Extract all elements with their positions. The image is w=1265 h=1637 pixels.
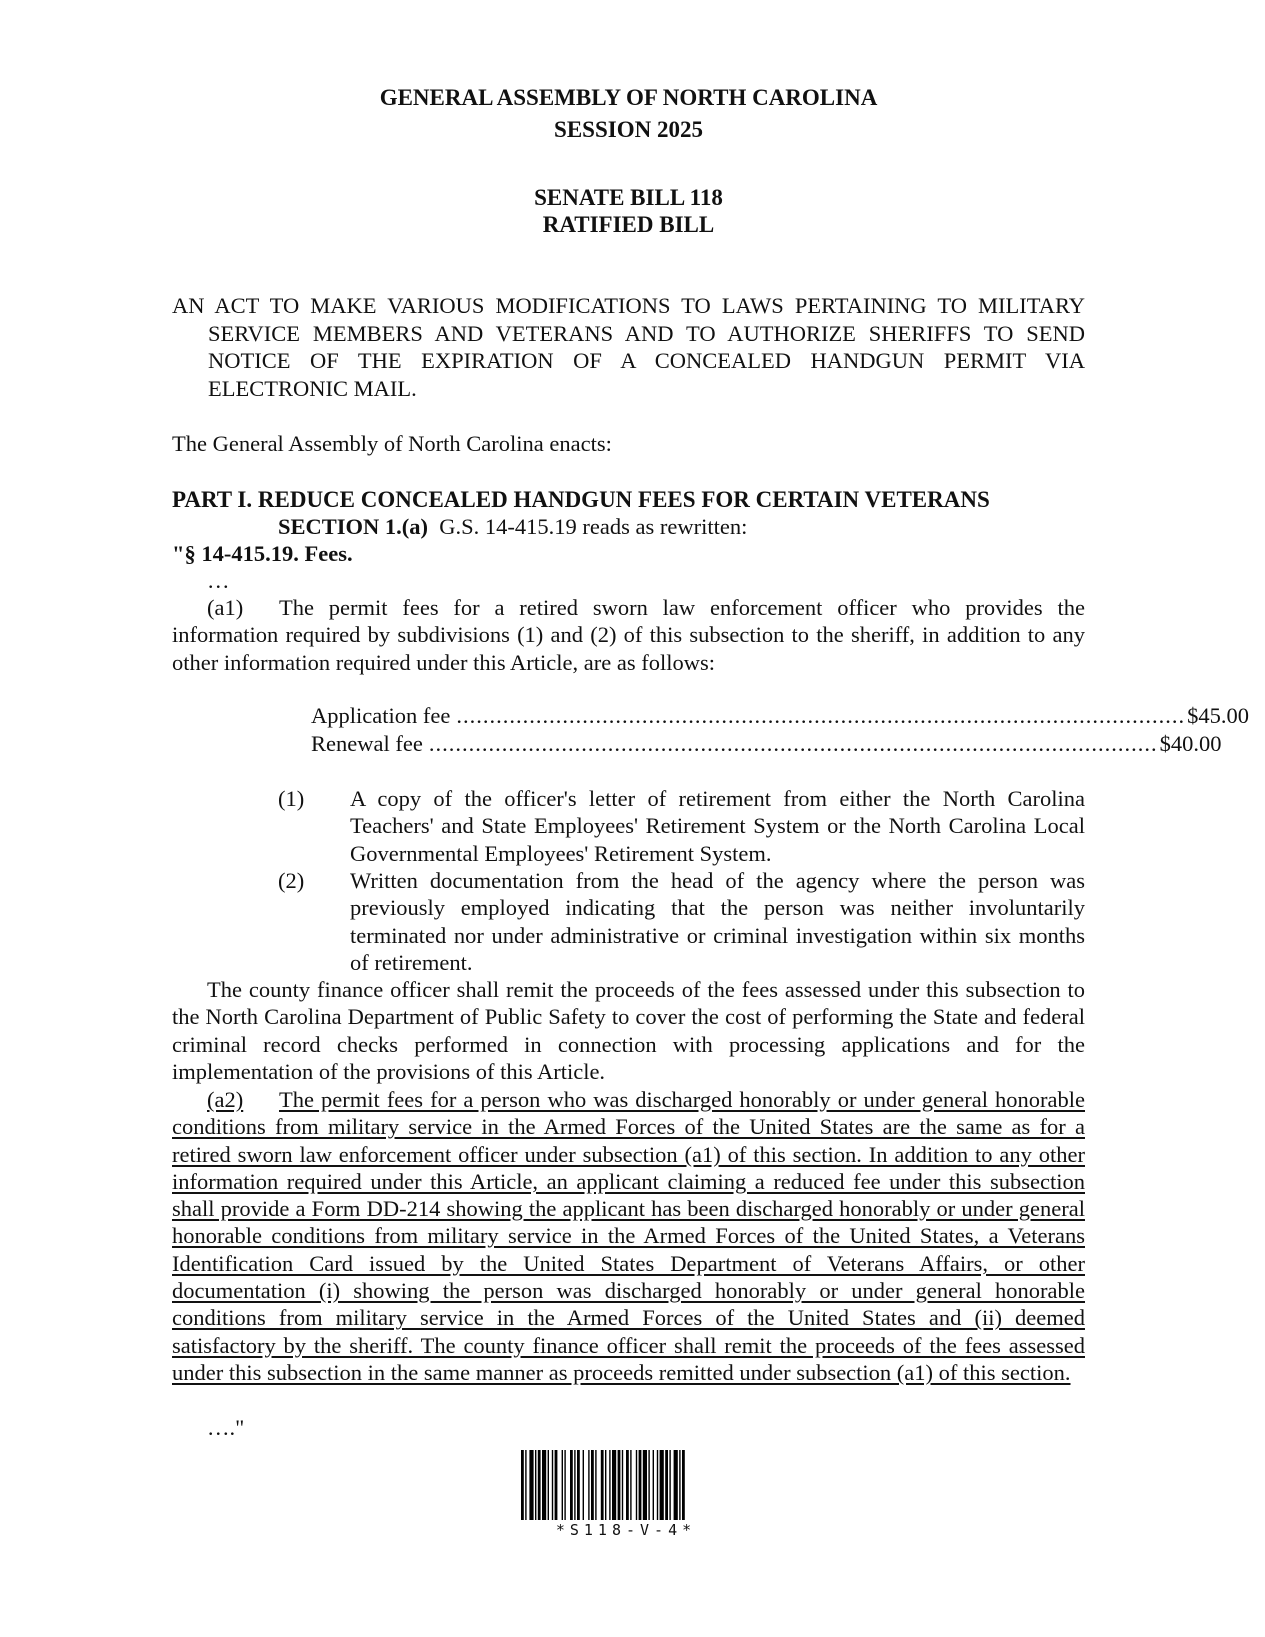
- barcode-bar: [612, 1450, 616, 1520]
- barcode-bar: [591, 1450, 594, 1520]
- fee-label: Application fee: [311, 703, 451, 728]
- barcode-bar: [674, 1450, 678, 1520]
- barcode-bar: [609, 1450, 610, 1520]
- list-item-text: A copy of the officer's letter of retirement from either the North Carolina Teachers' and State Employees' Retirement System or the North Carolina Local Governmental Employees' Retirement System.: [350, 786, 1085, 866]
- barcode-bar: [542, 1450, 546, 1520]
- fee-amount: $40.00: [1159, 730, 1222, 756]
- fee-label: Renewal fee: [311, 730, 423, 756]
- fee-leader-dots: ..............................................................................................................: [428, 730, 1158, 756]
- barcode-bar: [570, 1450, 573, 1520]
- barcode-bar: [648, 1450, 649, 1520]
- fee-row-renewal: [311, 730, 1222, 758]
- enacting-clause: The General Assembly of North Carolina enacts:: [172, 431, 612, 456]
- barcode-bar: [618, 1450, 621, 1520]
- subsection-a2-number: (a2): [207, 1087, 244, 1112]
- barcode-image: [521, 1450, 731, 1520]
- remit-paragraph: The county finance officer shall remit the proceeds of the fees assessed under this subsection to the North Carolina Department of Public Safety to cover the cost of performing the State and federal criminal record checks performed in connection with processing applications and for the implementation of the provisions of this Article.: [172, 977, 1085, 1084]
- fee-amount: $45.00: [1187, 703, 1249, 728]
- subsection-a1: [172, 594, 1085, 676]
- barcode-bar: [679, 1450, 680, 1520]
- act-title: AN ACT TO MAKE VARIOUS MODIFICATIONS TO LAWS PERTAINING TO MILITARY SERVICE MEMBERS AND VETERANS AND TO AUTHORIZE SHERIFFS TO SEND NOTICE OF THE EXPIRATION OF A CONCEALED HANDGUN PERMIT VIA ELECTRONIC MAIL.: [172, 293, 1085, 401]
- part-heading: PART I. REDUCE CONCEALED HANDGUN FEES FOR CERTAIN VETERANS: [172, 487, 990, 512]
- barcode-bar: [574, 1450, 575, 1520]
- barcode-bar: [657, 1450, 658, 1520]
- barcode-bar: [630, 1450, 631, 1520]
- barcode-bar: [552, 1450, 553, 1520]
- barcode-bar: [555, 1450, 558, 1520]
- assembly-heading: GENERAL ASSEMBLY OF NORTH CAROLINA: [379, 85, 878, 110]
- barcode-bar: [562, 1450, 563, 1520]
- barcode-bar: [622, 1450, 623, 1520]
- barcode-bar: [577, 1450, 580, 1520]
- list-item-2: [172, 867, 1085, 976]
- barcode-bar: [639, 1450, 642, 1520]
- ellipsis-top: …: [207, 568, 230, 593]
- fee-leader-dots: ..............................................................................................................: [456, 703, 1186, 728]
- barcode-bar: [665, 1450, 668, 1520]
- barcode-bar: [595, 1450, 596, 1520]
- list-item-number: (2): [278, 868, 305, 893]
- barcode-bar: [521, 1450, 524, 1520]
- barcode-bar: [525, 1450, 526, 1520]
- barcode-bar: [529, 1450, 533, 1520]
- barcode-bar: [538, 1450, 541, 1520]
- barcode-bar: [669, 1450, 670, 1520]
- fee-row-application: [311, 702, 1249, 730]
- barcode-bar: [548, 1450, 549, 1520]
- subsection-a2-text: The permit fees for a person who was discharged honorably or under general honorable conditions from military service in the Armed Forces of the United States are the same as for a retired sworn law enforcement officer under subsection (a1) of this section. In addition to any other information required under this Article, an applicant claiming a reduced fee under this subsection shall provide a Form DD-214 showing the applicant has been discharged honorably or under general honorable conditions from military service in the Armed Forces of the United States, a Veterans Identification Card issued by the United States Department of Veterans Affairs, or other documentation (i) showing the person was discharged honorably or under general honorable conditions from military service in the Armed Forces of the United States and (ii) deemed satisfactory by the sheriff. The county finance officer shall remit the proceeds of the fees assessed under this subsection in the same manner as proceeds remitted under subsection (a1) of this section.: [172, 1087, 1085, 1385]
- subsection-a1-text: The permit fees for a retired sworn law enforcement officer who provides the information required by subdivisions (1) and (2) of this subsection to the sheriff, in addition to any other information required under this Article, are as follows:: [172, 595, 1085, 675]
- session-heading: SESSION 2025: [554, 117, 703, 142]
- barcode-bar: [583, 1450, 584, 1520]
- bill-status-heading: RATIFIED BILL: [542, 212, 715, 237]
- barcode-bar: [564, 1450, 565, 1520]
- barcode-caption: *S118-V-4*: [555, 1521, 697, 1539]
- section-label: SECTION 1.(a): [278, 514, 429, 539]
- section-line: [278, 513, 747, 540]
- barcode-bar: [626, 1450, 629, 1520]
- barcode-bar: [601, 1450, 604, 1520]
- section-text: G.S. 14-415.19 reads as rewritten:: [439, 514, 748, 539]
- fee-table: [311, 702, 1249, 757]
- subsection-a1-number: (a1): [207, 595, 244, 620]
- barcode-bar: [605, 1450, 606, 1520]
- barcode-bar: [653, 1450, 654, 1520]
- ellipsis-end: ….": [207, 1415, 245, 1440]
- bill-number-heading: SENATE BILL 118: [534, 185, 723, 210]
- barcode-bar: [643, 1450, 647, 1520]
- list-item-text: Written documentation from the head of the agency where the person was previously employed indicating that the person was neither involuntarily terminated nor under administrative or criminal investigation within six months of retirement.: [350, 868, 1085, 975]
- barcode-bar: [588, 1450, 589, 1520]
- barcode-bar: [660, 1450, 664, 1520]
- barcode-bar: [636, 1450, 637, 1520]
- statute-heading: "§ 14-415.19. Fees.: [172, 541, 353, 566]
- list-item-1: [172, 785, 1085, 867]
- barcode-bar: [682, 1450, 685, 1520]
- subsection-a2: [172, 1086, 1085, 1386]
- barcode-bar: [535, 1450, 536, 1520]
- list-item-number: (1): [278, 786, 305, 811]
